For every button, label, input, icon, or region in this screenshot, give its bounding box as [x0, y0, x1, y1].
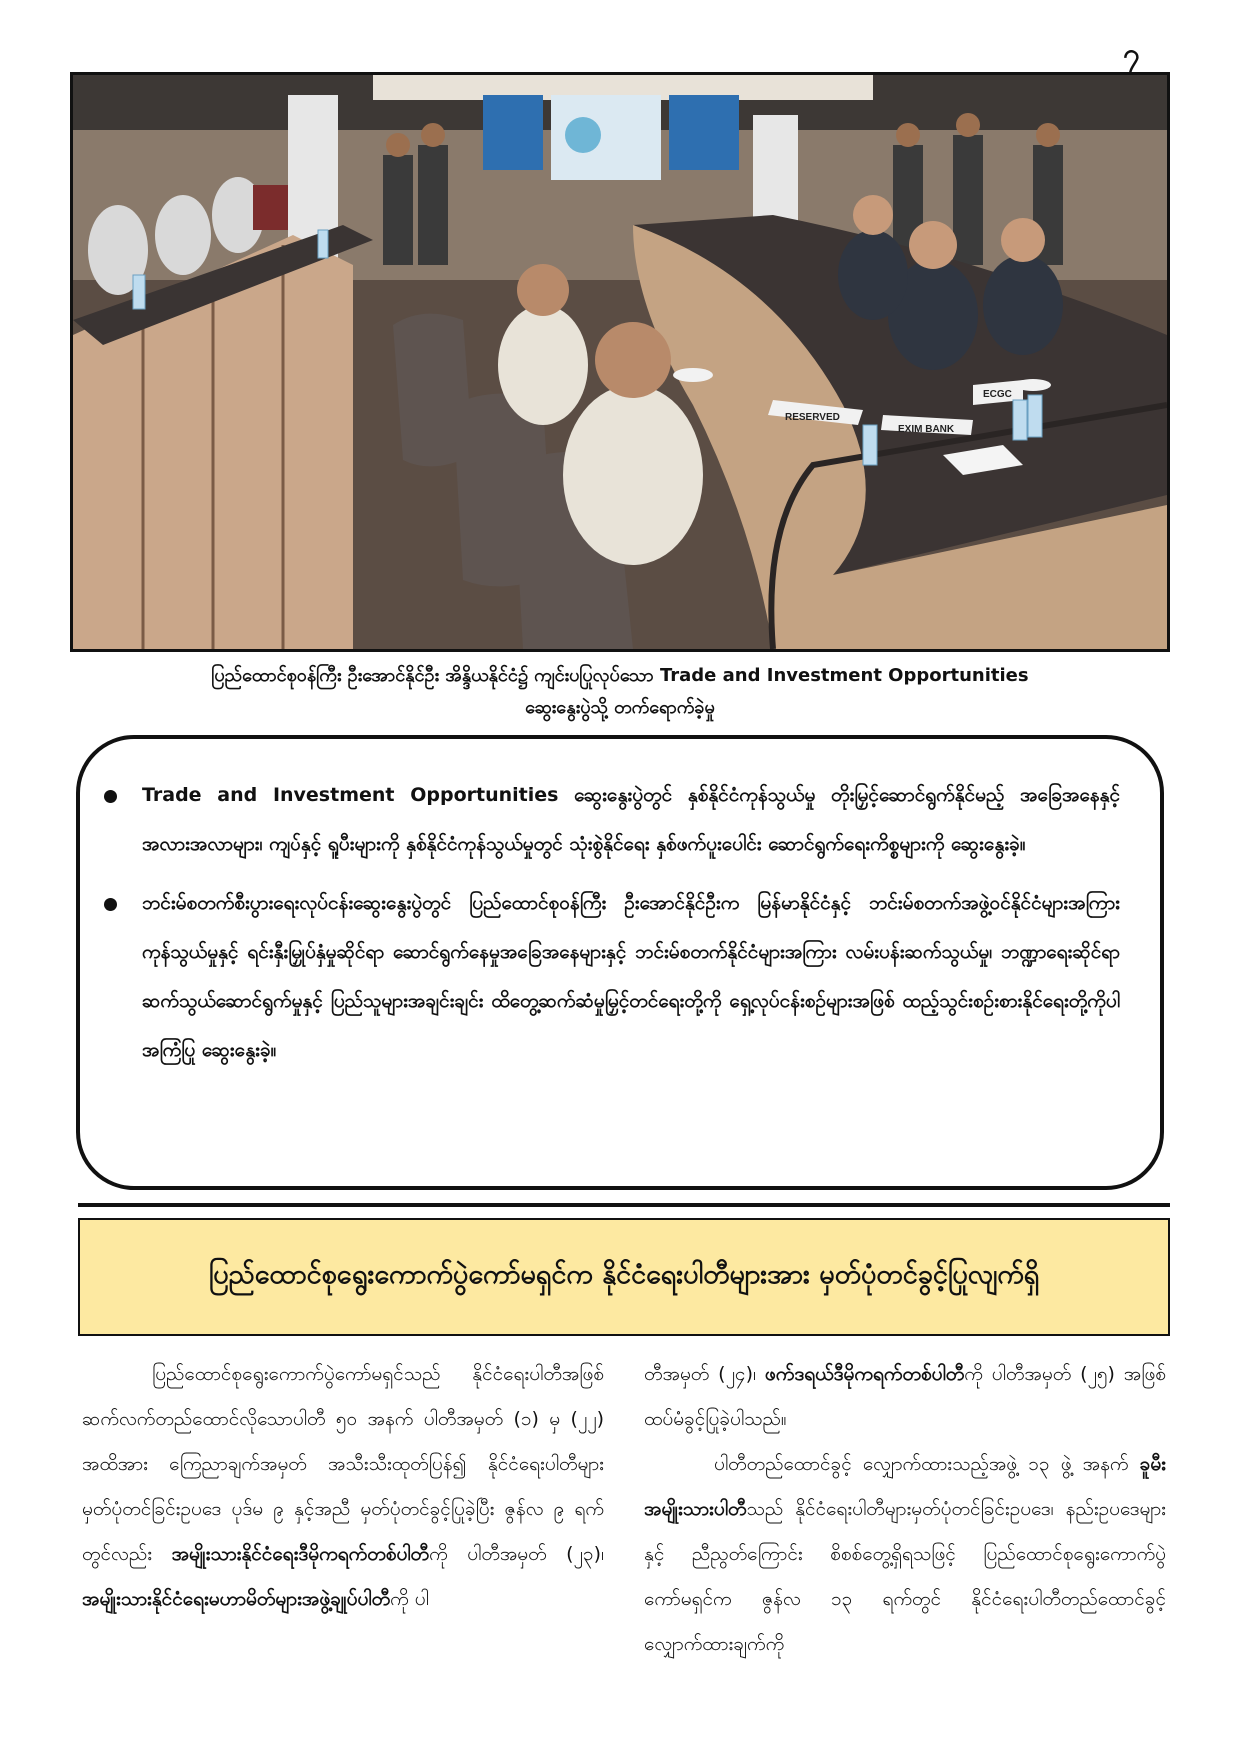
page-number: ၇	[1123, 37, 1140, 72]
caption-line-2: ဆွေးနွေးပွဲသို့ တက်ရောက်ခဲ့မှု	[525, 697, 715, 718]
meeting-photo	[70, 72, 1170, 652]
article-text: ကို ပါ	[390, 1588, 429, 1610]
party-name: ခူမီးအမျိုးသားပါတီ	[644, 1453, 1166, 1520]
article-column-right	[644, 1352, 1166, 1667]
article-paragraph	[82, 1352, 604, 1622]
article-column-left	[82, 1352, 604, 1622]
article-text: ပါတီတည်ထောင်ခွင့် လျှောက်ထားသည့်အဖွဲ့ ၁၃ ဖွဲ့ အနက်	[714, 1453, 1140, 1475]
party-name: အမျိုးသားနိုင်ငံရေးဒီမိုကရက်တစ်ပါတီ	[171, 1543, 430, 1565]
card-reserved: RESERVED	[785, 412, 840, 423]
article-text: ပြည်ထောင်စုရွေးကောက်ပွဲကော်မရှင်သည် နိုင်ငံရေးပါတီအဖြစ် ဆက်လက်တည်ထောင်လိုသောပါတီ ၅၀ အနက် ပါတီအမှတ် (၁) မှ (၂၂) အထိအား ကြေညာချက်အမှတ် အသီးသီးထုတ်ပြန်၍ နိုင်ငံရေးပါတီများမှတ်ပုံတင်ခြင်းဥပဒေ ပုဒ်မ ၉ နှင့်အညီ မှတ်ပုံတင်ခွင့်ပြုခဲ့ပြီး ဇွန်လ ၉ ရက်တွင်လည်း	[82, 1363, 604, 1565]
summary-item: ဘင်းမ်စတက်စီးပွားရေးလုပ်ငန်းဆွေးနွေးပွဲတွင် ပြည်ထောင်စုဝန်ကြီး ဦးအောင်နိုင်ဦးက မြန်မာနိုင်ငံနှင့် ဘင်းမ်စတက်အဖွဲ့ဝင်နိုင်ငံများအကြား ကုန်သွယ်မှုနှင့် ရင်းနှီးမြှုပ်နှံမှုဆိုင်ရာ ဆောင်ရွက်နေမှုအခြေအနေများနှင့် ဘင်းမ်စတက်နိုင်ငံများအကြား လမ်းပန်းဆက်သွယ်မှု၊ ဘဏ္ဍာရေးဆိုင်ရာ ဆက်သွယ်ဆောင်ရွက်မှုနှင့် ပြည်သူများအချင်းချင်း ထိတွေ့ဆက်ဆံမှုမြှင့်တင်ရေးတို့ကို ရှေ့လုပ်ငန်းစဉ်များအဖြစ် ထည့်သွင်းစဉ်းစားနိုင်ရေးတို့ကိုပါ အကြံပြု ဆွေးနွေးခဲ့။	[142, 879, 1120, 1075]
party-name: အမျိုးသားနိုင်ငံရေးမဟာမိတ်များအဖွဲ့ချုပ်ပါတီ	[82, 1588, 391, 1610]
card-ecgc: ECGC	[983, 389, 1012, 400]
article-text: သည် နိုင်ငံရေးပါတီများမှတ်ပုံတင်ခြင်းဥပဒေ၊ နည်းဥပဒေများနှင့် ညီညွတ်ကြောင်း စိစစ်တွေ့ရှိရသဖြင့် ပြည်ထောင်စုရွေးကောက်ပွဲကော်မရှင်က ဇွန်လ ၁၃ ရက်တွင် နိုင်ငံရေးပါတီတည်ထောင်ခွင့် လျှောက်ထားချက်ကို	[644, 1498, 1166, 1655]
article-text: တီအမှတ် (၂၄)၊	[644, 1363, 765, 1385]
summary-box	[76, 735, 1164, 1190]
article-paragraph	[644, 1442, 1166, 1667]
summary-item: Trade and Investment Opportunities ဆွေးနွေးပွဲတွင် နှစ်နိုင်ငံကုန်သွယ်မှု တိုးမြှင့်ဆောင်ရွက်နိုင်မည့် အခြေအနေနှင့် အလားအလာများ၊ ကျပ်နှင့် ရူပီးများကို နှစ်နိုင်ငံကုန်သွယ်မှုတွင် သုံးစွဲနိုင်ရေး နှစ်ဖက်ပူးပေါင်း ဆောင်ရွက်ရေးကိစ္စများကို ဆွေးနွေးခဲ့။	[142, 771, 1120, 869]
headline: ပြည်ထောင်စုရွေးကောက်ပွဲကော်မရှင်က နိုင်ငံရေးပါတီများအား မှတ်ပုံတင်ခွင့်ပြုလျက်ရှိ	[208, 1259, 1040, 1290]
party-name: ဖက်ဒရယ်ဒီမိုကရက်တစ်ပါတီ	[764, 1363, 965, 1385]
photo-caption	[70, 660, 1170, 724]
caption-line-1: ပြည်ထောင်စုဝန်ကြီး ဦးအောင်နိုင်ဦး အိန္ဒိယနိုင်ငံ၌ ကျင်းပပြုလုပ်သော Trade and Investment Opportunities	[211, 665, 1029, 686]
article-text: ကို ပါတီအမှတ် (၂၃)၊	[429, 1543, 604, 1565]
article-text: ကို ပါတီအမှတ် (၂၅) အဖြစ် ထပ်မံခွင့်ပြုခဲ့ပါသည်။	[644, 1363, 1166, 1430]
divider	[78, 1203, 1170, 1207]
card-exim-bank: EXIM BANK	[898, 424, 955, 435]
headline-box	[78, 1218, 1170, 1336]
article-paragraph	[644, 1352, 1166, 1442]
